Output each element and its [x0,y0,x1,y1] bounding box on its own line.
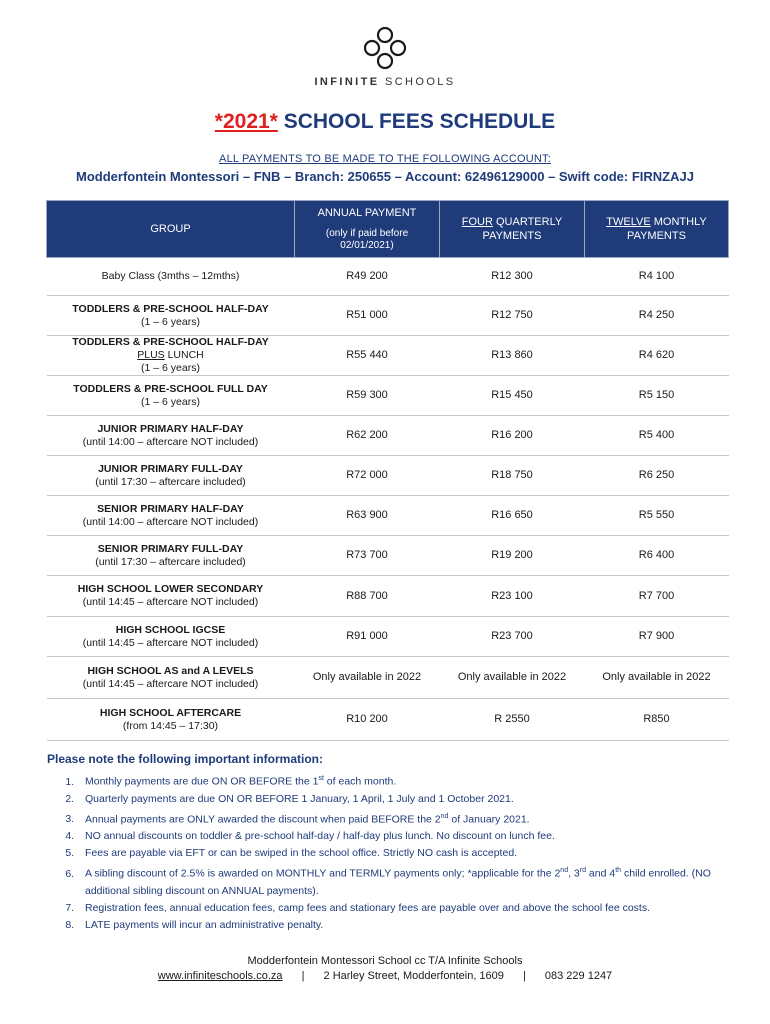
table-row [47,336,729,376]
group-subtitle: Baby Class (3mths – 12mths) [101,270,240,282]
group-cell [47,699,295,741]
account-note: ALL PAYMENTS TO BE MADE TO THE FOLLOWING ACCOUNT: [219,153,551,165]
quarterly-fee-cell: Only available in 2022 [440,657,585,699]
annual-fee-cell: R62 200 [295,416,440,456]
account-details: Modderfontein Montessori – FNB – Branch: 250655 – Account: 62496129000 – Swift code: FIRNZAJJ [76,169,694,184]
fees-table-header-row [47,201,729,258]
annual-fee-cell: R91 000 [295,617,440,657]
annual-fee-cell: R55 440 [295,336,440,376]
group-cell [47,376,295,416]
monthly-fee-cell: R5 550 [585,496,729,536]
group-cell [47,536,295,576]
quarterly-fee-cell: R13 860 [440,336,585,376]
table-row [47,576,729,617]
monthly-fee-cell: R7 700 [585,576,729,617]
fees-table [46,200,729,741]
brand-name-bold: INFINITE [314,76,380,88]
monthly-fee-cell: R7 900 [585,617,729,657]
table-row [47,416,729,456]
monthly-fee-cell: R6 400 [585,536,729,576]
header-group [47,201,295,258]
group-title: SENIOR PRIMARY FULL-DAY [97,542,244,555]
group-sub-emph: PLUS [137,349,165,361]
group-title: SENIOR PRIMARY HALF-DAY [97,502,244,515]
monthly-fee-cell: R6 250 [585,456,729,496]
list-item: 2. Quarterly payments are due ON OR BEFORE 1 January, 1 April, 1 July and 1 October 2021. [77,791,727,808]
footer-separator: | [522,970,526,982]
annual-fee-cell: R73 700 [295,536,440,576]
group-subtitle: (until 14:00 – aftercare NOT included) [82,435,259,448]
header-annual [295,201,440,258]
table-row [47,617,729,657]
group-cell [47,456,295,496]
annual-fee-cell: R51 000 [295,296,440,336]
group-title: TODDLERS & PRE-SCHOOL HALF-DAY [72,302,269,315]
header-quarterly-emph: FOUR [461,216,493,228]
group-cell [47,657,295,699]
group-subtitle: (1 – 6 years) [141,395,200,408]
group-cell [47,336,295,376]
group-sub-extra [51,349,291,362]
brand-name [0,76,770,88]
table-row [47,699,729,741]
annual-fee-cell: R63 900 [295,496,440,536]
list-item: 6. A sibling discount of 2.5% is awarded on MONTHLY and TERMLY payments only; *applicable for the 2nd, 3rd and 4th child enrolled. (NO additional sibling discount on ANNUAL payments). [77,862,727,900]
header-annual-title: ANNUAL PAYMENT [317,207,417,219]
annual-fee-cell: R59 300 [295,376,440,416]
group-subtitle: (1 – 6 years) [141,362,200,374]
group-subtitle: (from 14:45 – 17:30) [122,719,219,732]
table-row [47,258,729,296]
page-title [0,110,770,134]
header-monthly-rest: MONTHLY PAYMENTS [627,216,707,242]
table-row [47,376,729,416]
group-subtitle: (until 14:00 – aftercare NOT included) [82,515,259,528]
header-monthly [585,201,729,258]
header-quarterly [440,201,585,258]
table-row [47,657,729,699]
monthly-fee-cell: R850 [585,699,729,741]
footer-company: Modderfontein Montessori School cc T/A Infinite Schools [247,955,523,967]
group-title: HIGH SCHOOL AFTERCARE [99,706,242,719]
footer-contact [0,970,770,982]
notes-list [47,770,727,934]
table-row [47,536,729,576]
group-title: TODDLERS & PRE-SCHOOL FULL DAY [73,382,268,395]
list-item: 4. NO annual discounts on toddler & pre-school half-day / half-day plus lunch. No discount on lunch fee. [77,828,727,845]
monthly-fee-cell: Only available in 2022 [585,657,729,699]
group-cell [47,296,295,336]
important-notes [47,752,727,934]
annual-fee-cell: R88 700 [295,576,440,617]
table-row [47,296,729,336]
monthly-fee-cell: R4 100 [585,258,729,296]
notes-heading: Please note the following important information: [47,752,324,766]
quarterly-fee-cell: R12 750 [440,296,585,336]
header-group-label: GROUP [150,223,191,235]
group-cell [47,617,295,657]
annual-fee-cell: R49 200 [295,258,440,296]
list-item: 3. Annual payments are ONLY awarded the discount when paid BEFORE the 2nd of January 2021. [77,808,727,829]
footer-separator: | [301,970,305,982]
title-text: SCHOOL FEES SCHEDULE [277,110,556,133]
quarterly-fee-cell: R15 450 [440,376,585,416]
group-subtitle: (until 17:30 – aftercare included) [95,555,246,568]
monthly-fee-cell: R4 250 [585,296,729,336]
group-sub-rest: LUNCH [164,349,204,361]
group-subtitle: (1 – 6 years) [141,315,200,328]
footer-address: 2 Harley Street, Modderfontein, 1609 [323,970,504,982]
header-annual-sub: (only if paid before 02/01/2021) [325,228,409,251]
footer-phone: 083 229 1247 [544,970,613,982]
table-row [47,496,729,536]
monthly-fee-cell: R5 150 [585,376,729,416]
group-title: HIGH SCHOOL LOWER SECONDARY [77,583,264,595]
page-footer [0,955,770,982]
group-cell [47,496,295,536]
title-year: *2021* [214,110,278,133]
group-title: TODDLERS & PRE-SCHOOL HALF-DAY [72,336,269,348]
annual-fee-cell: R10 200 [295,699,440,741]
group-subtitle: (until 14:45 – aftercare NOT included) [82,636,259,649]
fees-table-body [47,258,729,741]
group-title: JUNIOR PRIMARY HALF-DAY [97,422,244,435]
list-item: 7. Registration fees, annual education fees, camp fees and stationary fees are payable over and above the school fee costs. [77,900,727,917]
quarterly-fee-cell: R16 650 [440,496,585,536]
group-subtitle: (until 14:45 – aftercare NOT included) [82,677,259,690]
quarterly-fee-cell: R16 200 [440,416,585,456]
header-quarterly-rest: QUARTERLY PAYMENTS [482,216,563,242]
footer-website-link[interactable]: www.infiniteschools.co.za [157,970,283,982]
quarterly-fee-cell: R19 200 [440,536,585,576]
list-item: 1. Monthly payments are due ON OR BEFORE the 1st of each month. [77,770,727,791]
group-cell [47,258,295,296]
quarterly-fee-cell: R12 300 [440,258,585,296]
annual-fee-cell: Only available in 2022 [295,657,440,699]
annual-fee-cell: R72 000 [295,456,440,496]
list-item: 5. Fees are payable via EFT or can be swiped in the school office. Strictly NO cash is accepted. [77,845,727,862]
table-row [47,456,729,496]
header-monthly-emph: TWELVE [606,216,651,228]
group-cell [47,416,295,456]
monthly-fee-cell: R5 400 [585,416,729,456]
brand-name-rest: SCHOOLS [384,76,456,88]
list-item: 8. LATE payments will incur an administrative penalty. [77,917,727,934]
quarterly-fee-cell: R23 100 [440,576,585,617]
infinity-knot-icon [361,26,409,70]
group-title: HIGH SCHOOL AS and A LEVELS [87,664,254,677]
group-subtitle: (until 14:45 – aftercare NOT included) [82,596,259,608]
quarterly-fee-cell: R23 700 [440,617,585,657]
group-cell [47,576,295,617]
quarterly-fee-cell: R 2550 [440,699,585,741]
group-title: HIGH SCHOOL IGCSE [115,623,226,636]
quarterly-fee-cell: R18 750 [440,456,585,496]
group-title: JUNIOR PRIMARY FULL-DAY [98,462,243,475]
monthly-fee-cell: R4 620 [585,336,729,376]
group-subtitle: (until 17:30 – aftercare included) [95,475,246,488]
school-logo [0,26,770,88]
